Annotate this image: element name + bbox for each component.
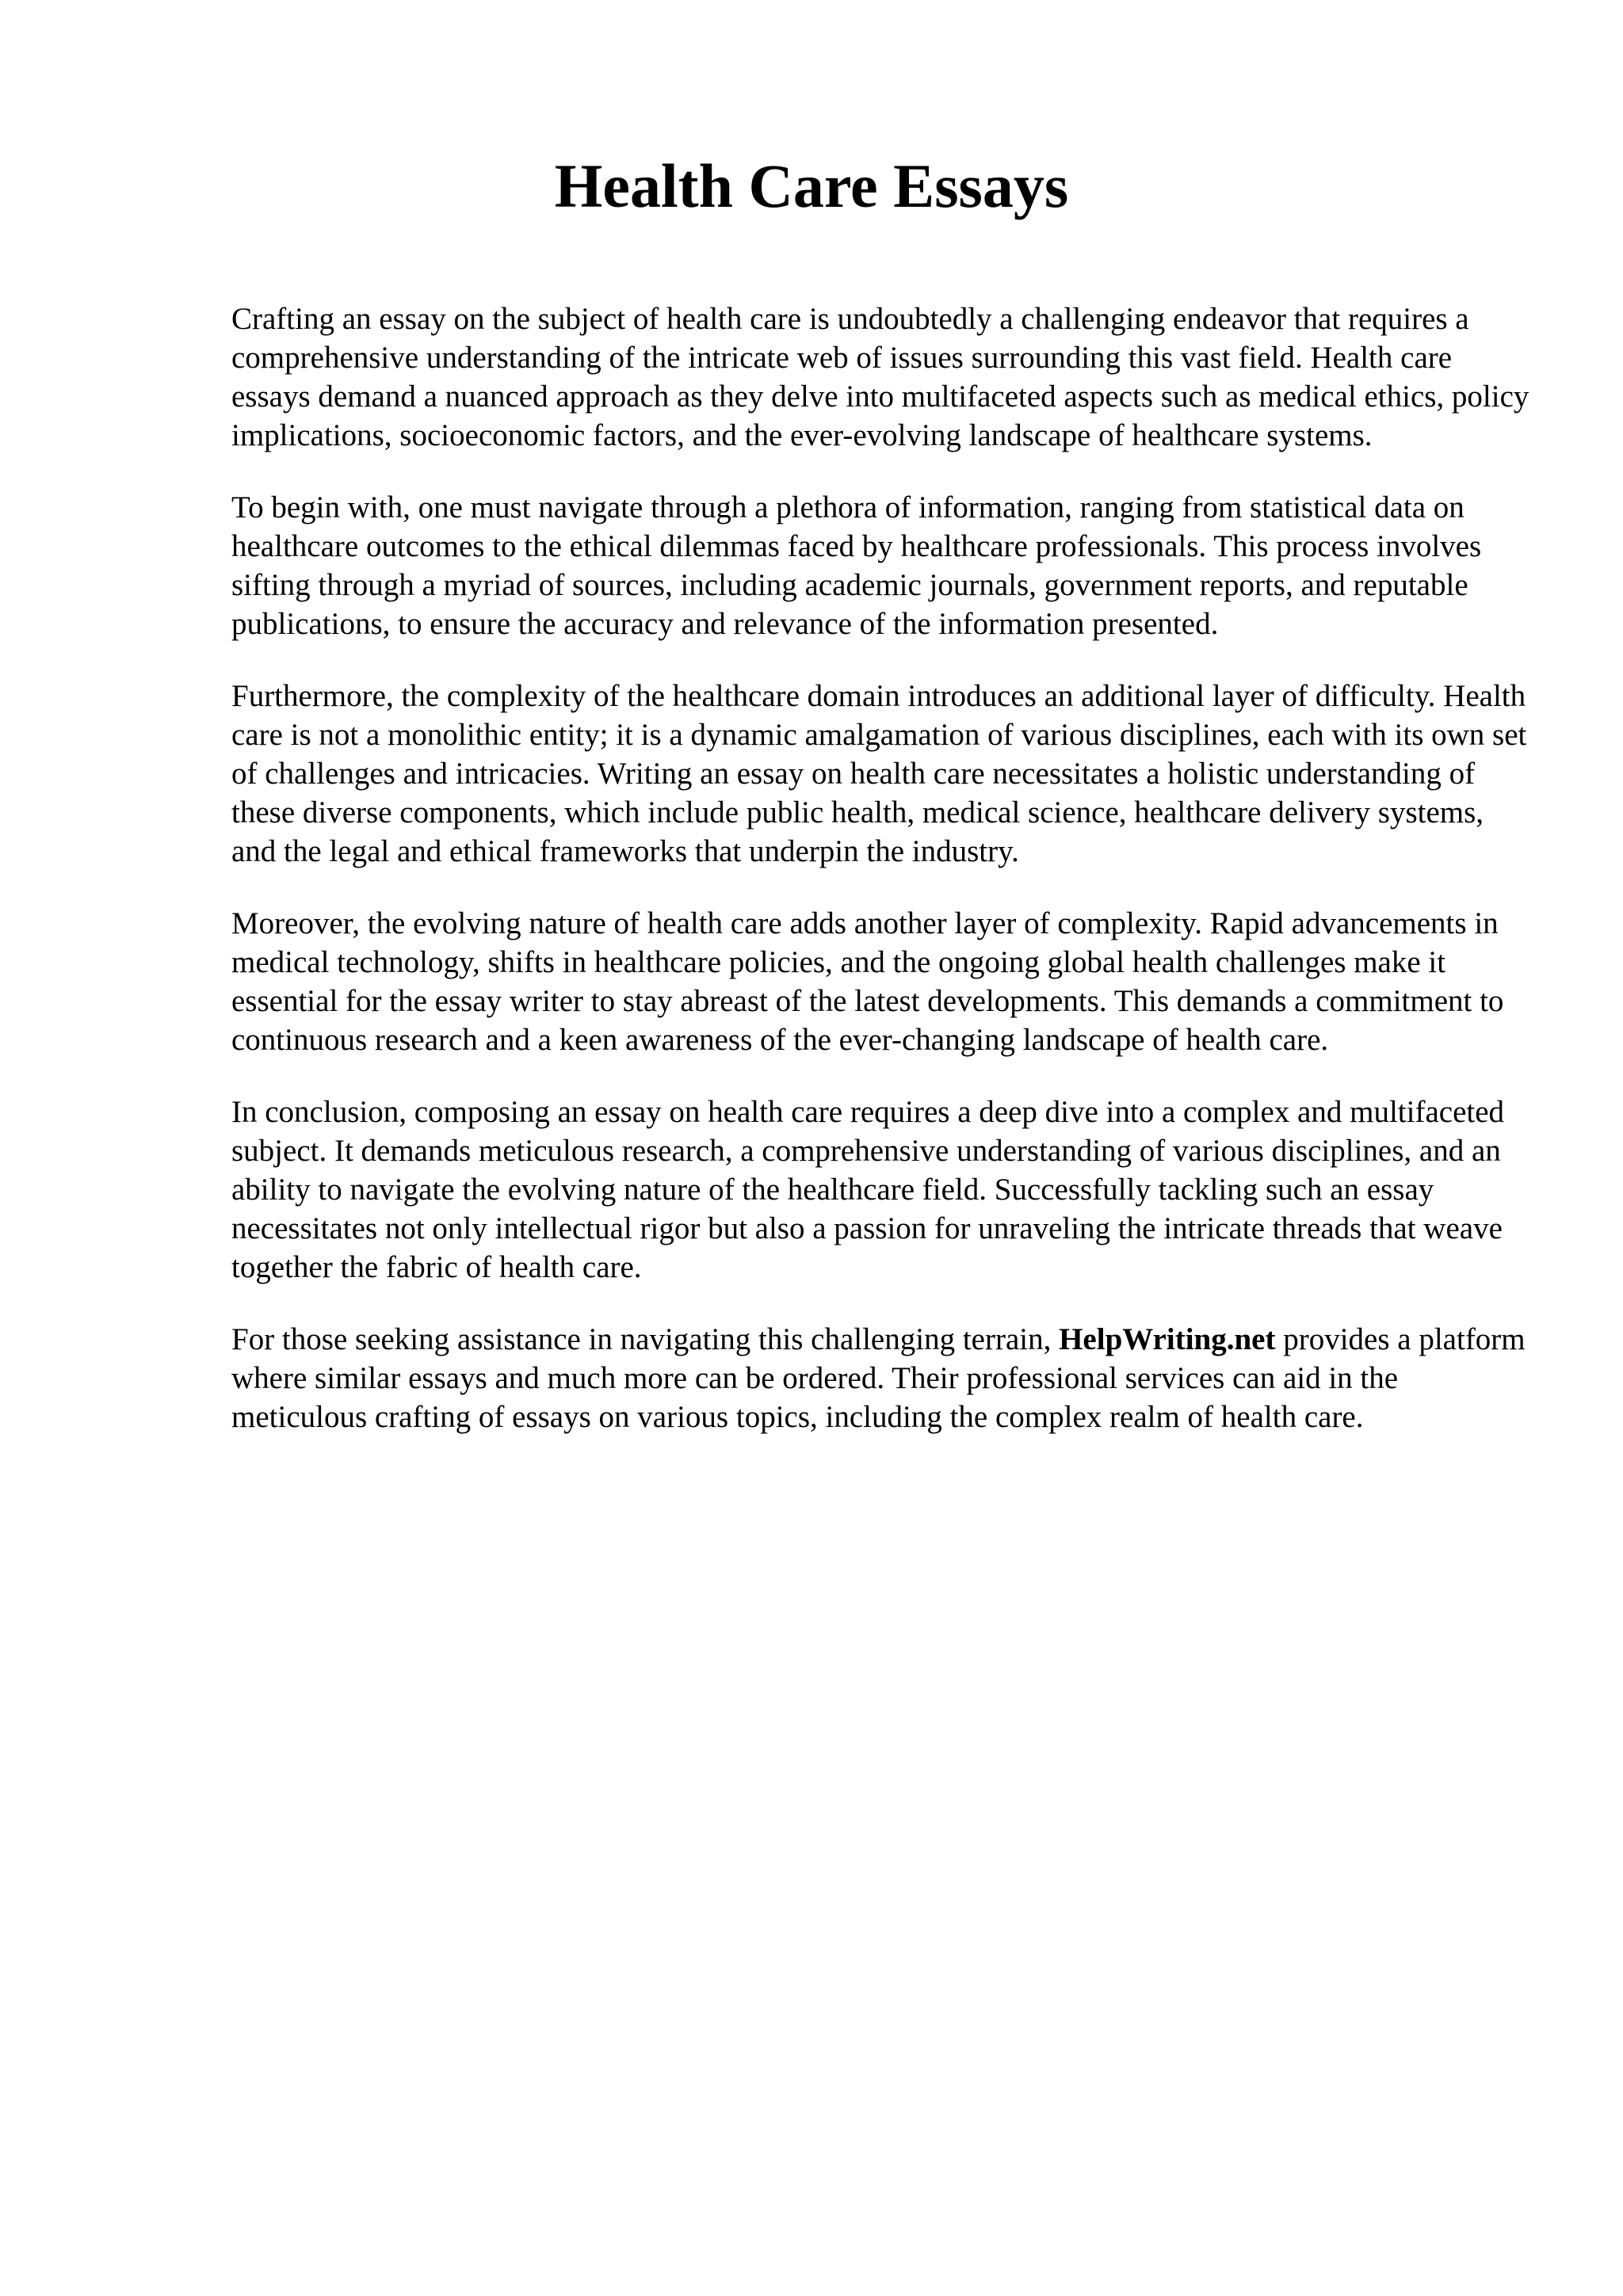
- paragraph-5: In conclusion, composing an essay on health care requires a deep dive into a complex and multifaceted subject. It demands meticulous research, a comprehensive understanding of various disciplines, and an ability to navigate the evolving nature of the healthcare field. Successfully tackling such an essay necessitates not only intellectual rigor but also a passion for unraveling the intricate threads that weave together the fabric of health care.: [231, 1095, 1505, 1284]
- helpwriting-link[interactable]: HelpWriting.net: [1059, 1322, 1276, 1356]
- paragraph-6: [231, 1320, 1531, 1436]
- paragraph-6-lead: For those seeking assistance in navigating this challenging terrain,: [231, 1322, 1060, 1356]
- paragraph-1: Crafting an essay on the subject of health care is undoubtedly a challenging endeavor that requires a comprehensive understanding of the intricate web of issues surrounding this vast field. Health care essays demand a nuanced approach as they delve into multifaceted aspects such as medical ethics, policy implications, socioeconomic factors, and the ever-evolving landscape of healthcare systems.: [231, 302, 1529, 452]
- page-title: Health Care Essays: [554, 151, 1069, 220]
- paragraph-3: Furthermore, the complexity of the healthcare domain introduces an additional layer of difficulty. Health care is not a monolithic entity; it is a dynamic amalgamation of various disciplines, each with its own set of challenges and intricacies. Writing an essay on health care necessitates a holistic understanding of these diverse components, which include public health, medical science, healthcare delivery systems, and the legal and ethical frameworks that underpin the industry.: [231, 679, 1527, 868]
- paragraph-4: Moreover, the evolving nature of health care adds another layer of complexity. Rapid advancements in medical technology, shifts in healthcare policies, and the ongoing global health challenges make it essential for the essay writer to stay abreast of the latest developments. This demands a commitment to continuous research and a keen awareness of the ever-changing landscape of health care.: [231, 906, 1504, 1057]
- essay-body: [231, 299, 1531, 1470]
- paragraph-6-tail: provides a platform where similar essays and much more can be ordered. Their professional services can aid in the meticulous crafting of essays on various topics, including the complex realm of health care.: [231, 1322, 1526, 1434]
- paragraph-2: To begin with, one must navigate through a plethora of information, ranging from statistical data on healthcare outcomes to the ethical dilemmas faced by healthcare professionals. This process involves sifting through a myriad of sources, including academic journals, government reports, and reputable publications, to ensure the accuracy and relevance of the information presented.: [231, 490, 1482, 641]
